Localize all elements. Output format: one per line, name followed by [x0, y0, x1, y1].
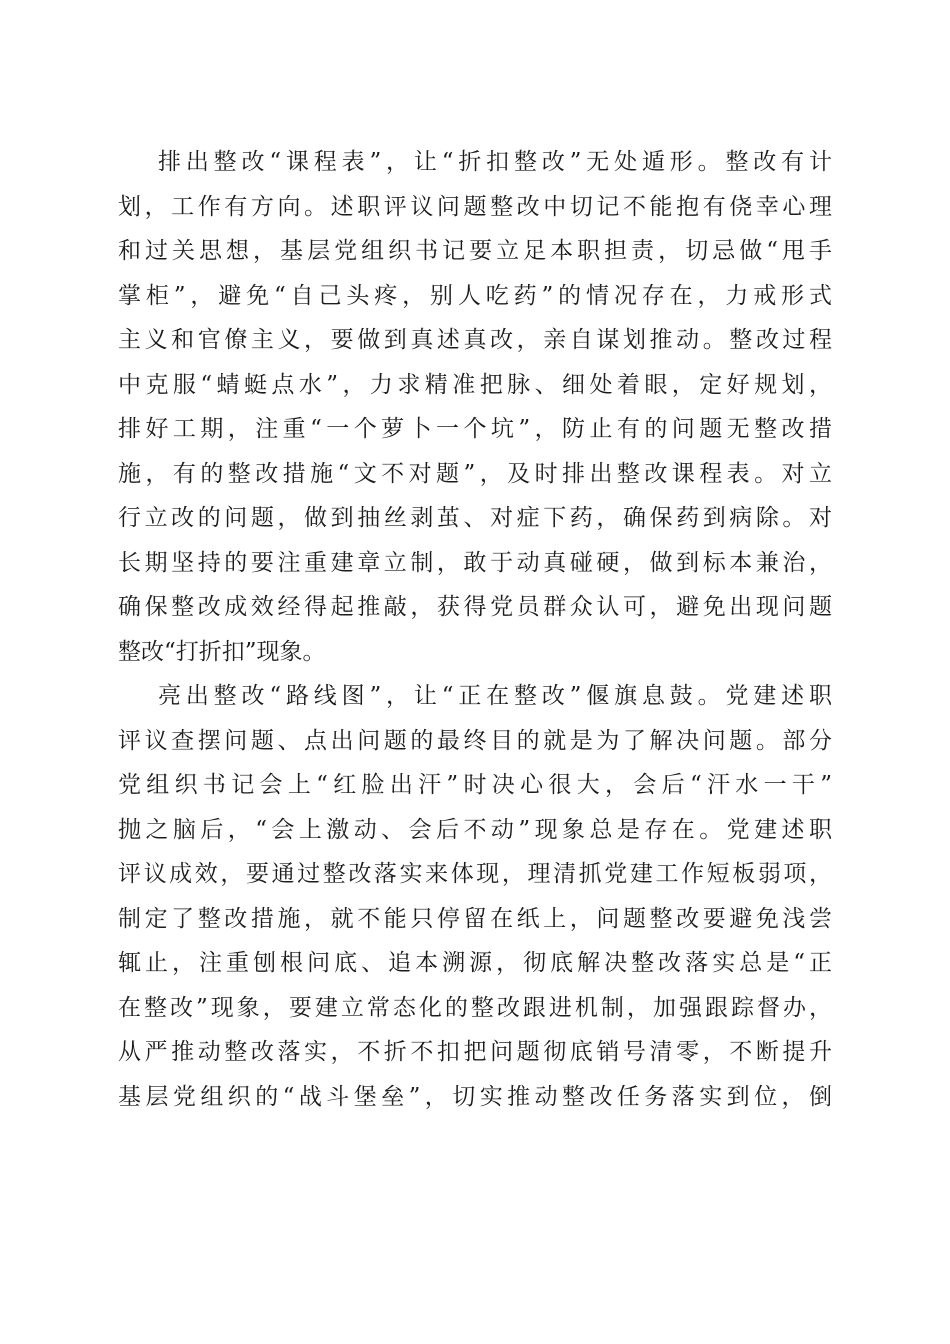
- paragraph-1: [118, 140, 832, 674]
- text-line: 评议查摆问题、点出问题的最终目的就是为了解决问题。部分: [118, 727, 832, 754]
- text-line: 主义和官僚主义，要做到真述真改，亲自谋划推动。整改过程: [118, 327, 832, 353]
- text-line: 施，有的整改措施“文不对题”，及时排出整改课程表。对立: [118, 460, 832, 487]
- text-line: 亮出整改“路线图”，让“正在整改”偃旗息鼓。党建述职: [158, 683, 832, 709]
- text-line: 中克服“蜻蜓点水”，力求精准把脉、细处着眼，定好规划，: [118, 371, 832, 398]
- text-line: 排好工期，注重“一个萝卜一个坑”，防止有的问题无整改措: [118, 416, 832, 442]
- document-body: [118, 140, 832, 1119]
- text-line: 和过关思想，基层党组织书记要立足本职担责，切忌做“甩手: [118, 238, 832, 264]
- paragraph-2: [118, 674, 832, 1119]
- text-line: 排出整改“课程表”，让“折扣整改”无处遁形。整改有计: [158, 149, 832, 175]
- text-line: 基层党组织的“战斗堡垒”，切实推动整改任务落实到位，倒: [118, 1083, 832, 1110]
- text-line: 从严推动整改落实，不折不扣把问题彻底销号清零，不断提升: [118, 1039, 832, 1065]
- text-line: 长期坚持的要注重建章立制，敢于动真碰硬，做到标本兼治，: [118, 549, 832, 576]
- text-line: 掌柜”，避免“自己头疼，别人吃药”的情况存在，力戒形式: [118, 282, 832, 309]
- text-line: 抛之脑后，“会上激动、会后不动”现象总是存在。党建述职: [118, 816, 832, 843]
- text-line: 党组织书记会上“红脸出汗”时决心很大，会后“汗水一干”: [118, 772, 832, 798]
- text-line: 评议成效，要通过整改落实来体现，理清抓党建工作短板弱项，: [118, 861, 832, 887]
- text-line: 行立改的问题，做到抽丝剥茧、对症下药，确保药到病除。对: [118, 505, 832, 531]
- text-line: 划，工作有方向。述职评议问题整改中切记不能抱有侥幸心理: [118, 193, 832, 220]
- text-line: 在整改”现象，要建立常态化的整改跟进机制，加强跟踪督办，: [118, 994, 832, 1021]
- text-line: 确保整改成效经得起推敲，获得党员群众认可，避免出现问题: [118, 594, 832, 620]
- text-line: 辄止，注重刨根问底、追本溯源，彻底解决整改落实总是“正: [118, 950, 832, 976]
- text-line: 制定了整改措施，就不能只停留在纸上，问题整改要避免浅尝: [118, 905, 832, 932]
- text-line: 整改“打折扣”现象。: [118, 638, 326, 665]
